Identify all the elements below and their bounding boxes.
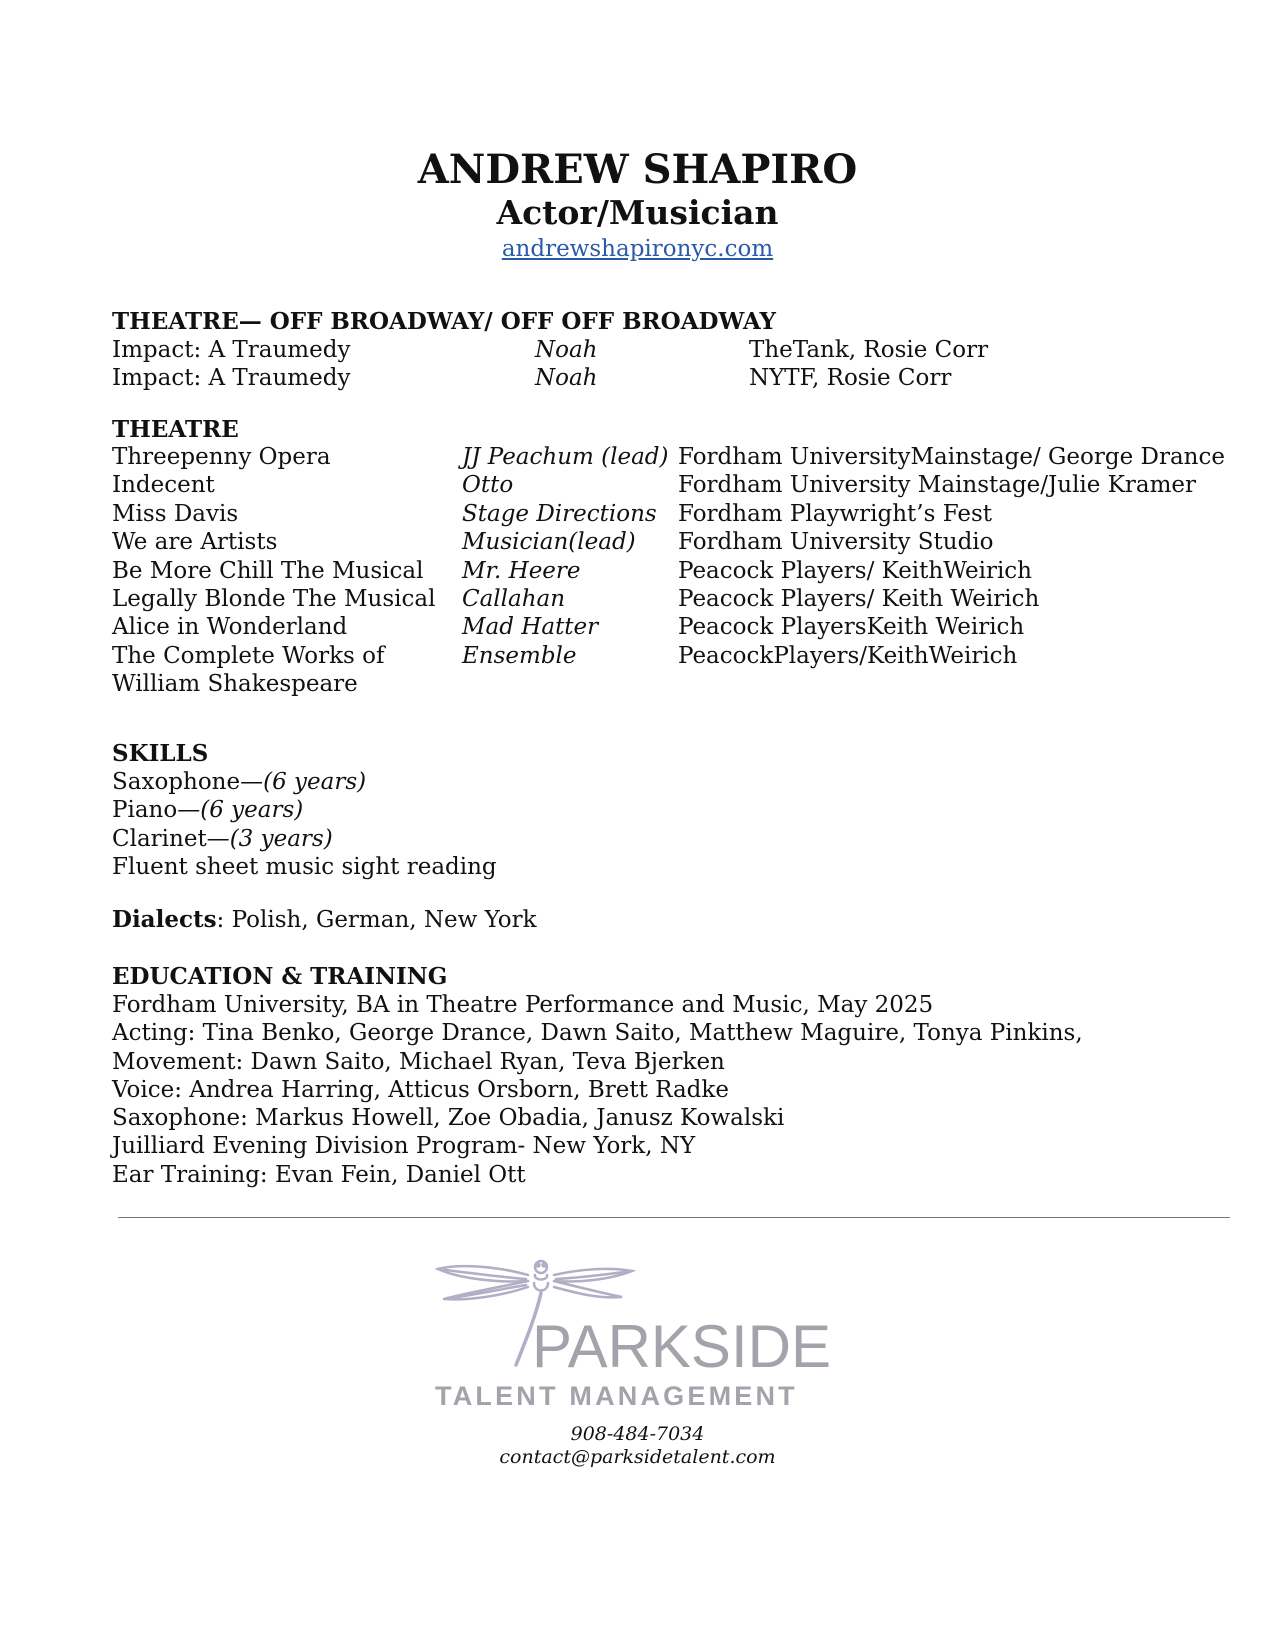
section-title-education: EDUCATION & TRAINING xyxy=(112,963,448,990)
credit-role: Noah xyxy=(535,365,598,392)
skills-list xyxy=(112,768,497,881)
credit-row xyxy=(112,336,1262,364)
off-broadway-credits xyxy=(112,336,1262,393)
logo-tagline: TALENT MANAGEMENT xyxy=(435,1381,798,1411)
credit-venue: NYTF, Rosie Corr xyxy=(749,365,952,392)
credit-show: Indecent xyxy=(112,472,215,499)
skill-item xyxy=(112,825,497,853)
credit-role: JJ Peachum (lead) xyxy=(462,444,669,470)
credit-show: Impact: A Traumedy xyxy=(112,337,351,363)
website-line xyxy=(0,234,1275,264)
credit-row xyxy=(112,585,1262,613)
education-line: Fordham University, BA in Theatre Performance and Music, May 2025 xyxy=(112,992,934,1018)
credit-row xyxy=(112,642,1262,670)
credit-show: Impact: A Traumedy xyxy=(112,365,351,392)
credit-venue: TheTank, Rosie Corr xyxy=(749,337,989,363)
credit-role: Callahan xyxy=(462,585,566,612)
education-line: Acting: Tina Benko, George Drance, Dawn Saito, Matthew Maguire, Tonya Pinkins, xyxy=(112,1020,1083,1047)
skill-item xyxy=(112,768,497,796)
actor-name: ANDREW SHAPIRO xyxy=(417,146,858,193)
credit-venue: Fordham UniversityMainstage/ George Drance xyxy=(678,444,1225,470)
skill-item xyxy=(112,853,497,881)
credit-row xyxy=(112,613,1262,641)
credit-role: Musician(lead) xyxy=(462,529,636,556)
credit-show: Threepenny Opera xyxy=(112,444,331,470)
credit-role: Noah xyxy=(535,337,598,363)
credit-show: Alice in Wonderland xyxy=(112,614,348,641)
dialects-line xyxy=(112,906,537,934)
skill-detail: (3 years) xyxy=(229,825,333,852)
credit-row xyxy=(112,557,1262,585)
credit-row xyxy=(112,471,1262,499)
skill-detail: (6 years) xyxy=(263,769,367,795)
dialects-value: : Polish, German, New York xyxy=(216,907,537,933)
credit-role: Stage Directions xyxy=(462,500,657,527)
logo-name: PARKSIDE xyxy=(532,1313,831,1380)
section-title-skills: SKILLS xyxy=(112,740,209,767)
credit-row xyxy=(112,364,1262,392)
credit-venue: Fordham Playwright’s Fest xyxy=(678,500,993,527)
education-line: Saxophone: Markus Howell, Zoe Obadia, Janusz Kowalski xyxy=(112,1105,785,1132)
theatre-credits xyxy=(112,443,1262,699)
education-line: Juilliard Evening Division Program- New York, NY xyxy=(112,1133,696,1160)
education-line: Movement: Dawn Saito, Michael Ryan, Teva Bjerken xyxy=(112,1048,725,1075)
credit-show: William Shakespeare xyxy=(112,671,358,698)
section-title-theatre: THEATRE xyxy=(112,416,239,443)
section-title-off-broadway: THEATRE— OFF BROADWAY/ OFF OFF BROADWAY xyxy=(112,308,776,335)
skill-name: Clarinet— xyxy=(112,825,230,852)
credit-role: Otto xyxy=(462,472,514,499)
skill-detail: (6 years) xyxy=(200,797,304,824)
credit-venue: Peacock PlayersKeith Weirich xyxy=(678,614,1025,641)
credit-role: Mad Hatter xyxy=(462,614,599,641)
credit-show: Be More Chill The Musical xyxy=(112,557,424,584)
credit-show: We are Artists xyxy=(112,529,278,556)
credit-venue: PeacockPlayers/KeithWeirich xyxy=(678,642,1018,669)
credit-show: Legally Blonde The Musical xyxy=(112,585,436,612)
skill-name: Fluent sheet music sight reading xyxy=(112,853,497,880)
credit-show: Miss Davis xyxy=(112,500,239,527)
credit-venue: Peacock Players/ Keith Weirich xyxy=(678,585,1040,612)
actor-subtitle: Actor/Musician xyxy=(496,193,779,232)
skill-name: Saxophone— xyxy=(112,769,264,795)
credit-show: The Complete Works of xyxy=(112,642,385,669)
credit-venue: Fordham University Mainstage/Julie Kramer xyxy=(678,472,1197,499)
credit-row xyxy=(112,528,1262,556)
credit-row xyxy=(112,443,1262,471)
credit-role: Ensemble xyxy=(462,642,577,669)
education-list xyxy=(112,991,1083,1189)
skill-item xyxy=(112,796,497,824)
education-line: Ear Training: Evan Fein, Daniel Ott xyxy=(112,1161,526,1188)
credit-row xyxy=(112,670,1262,698)
credit-role: Mr. Heere xyxy=(462,557,581,584)
skill-name: Piano— xyxy=(112,797,201,824)
website-link[interactable]: andrewshapironyc.com xyxy=(501,236,774,262)
education-line: Voice: Andrea Harring, Atticus Orsborn, Brett Radke xyxy=(112,1076,729,1103)
agency-email: contact@parksidetalent.com xyxy=(499,1446,776,1468)
credit-row xyxy=(112,500,1262,528)
agency-phone: 908-484-7034 xyxy=(570,1423,705,1445)
credit-venue: Fordham University Studio xyxy=(678,529,994,556)
credit-venue: Peacock Players/ KeithWeirich xyxy=(678,557,1032,584)
divider-rule xyxy=(118,1217,1230,1218)
dialects-label: Dialects xyxy=(112,906,217,933)
parkside-logo xyxy=(430,1255,850,1415)
